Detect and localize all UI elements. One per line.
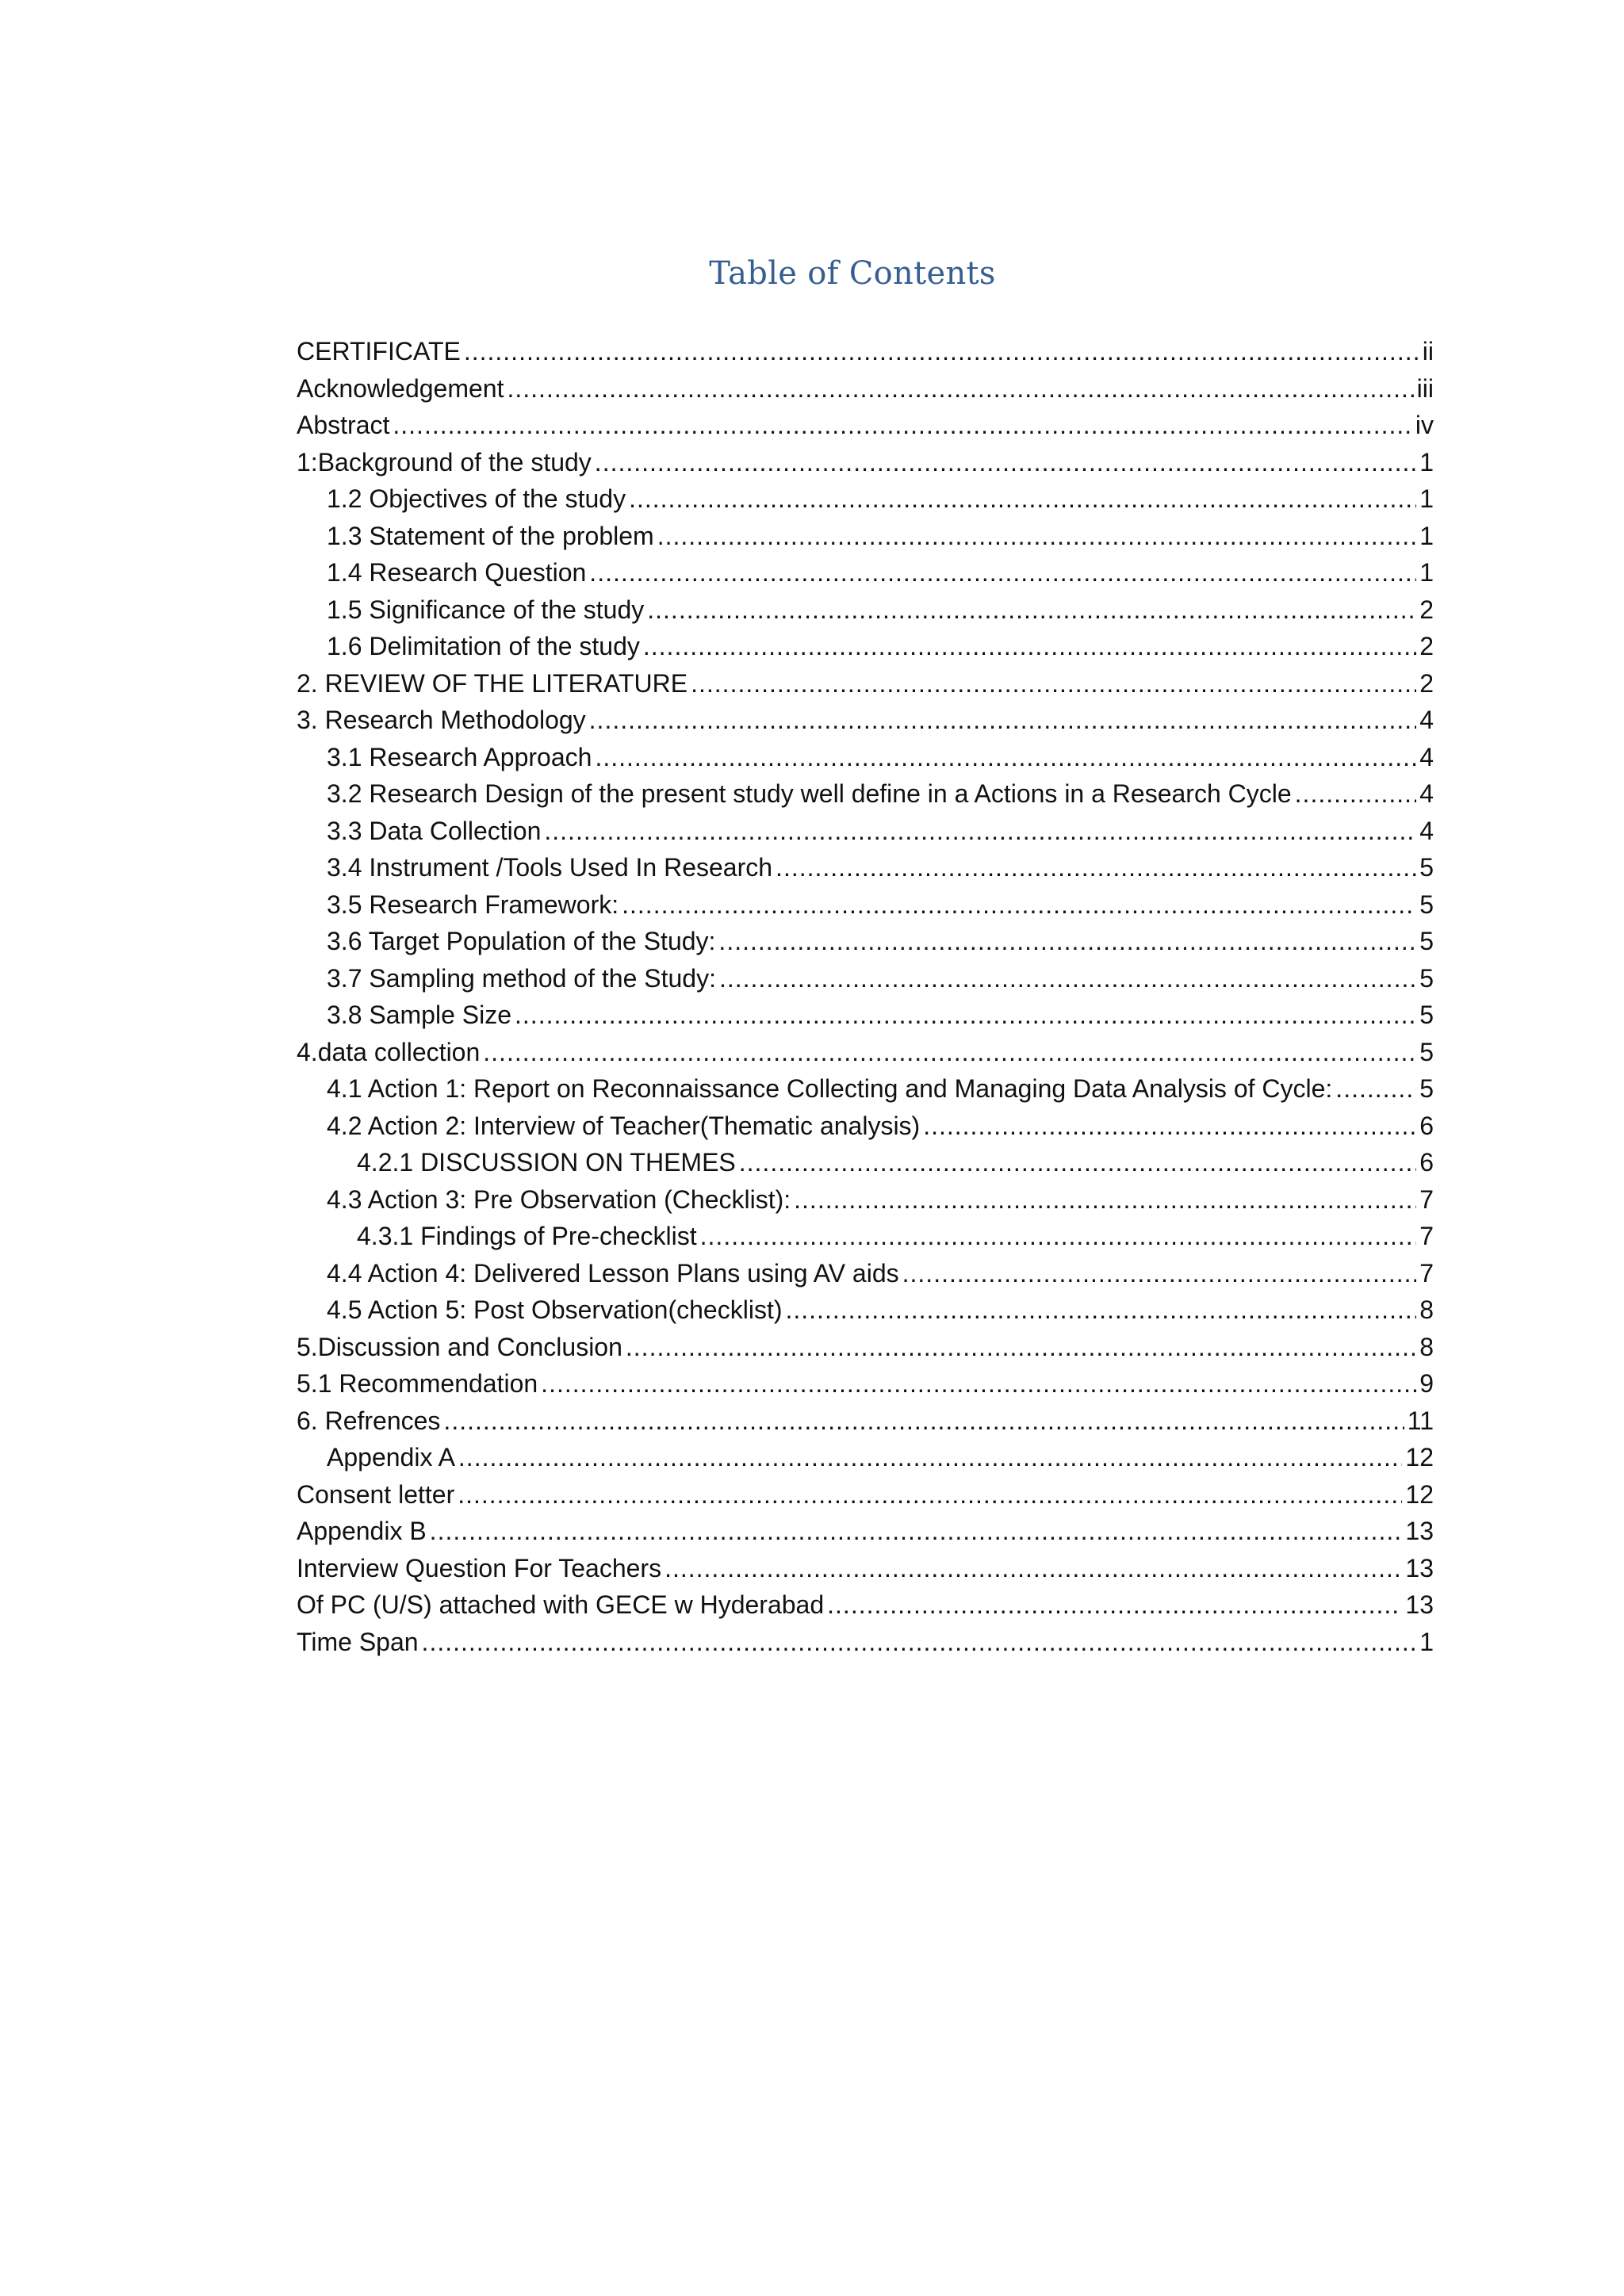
toc-dot-leader [589, 702, 1417, 739]
toc-entry[interactable] [297, 1586, 1434, 1624]
toc-dot-leader [776, 849, 1416, 886]
toc-entry-label: Consent letter [297, 1479, 455, 1509]
toc-dot-leader [902, 1255, 1417, 1292]
toc-entry-label: Abstract [297, 411, 390, 439]
toc-dot-leader [827, 1586, 1402, 1624]
toc-entry-page: 13 [1405, 1517, 1434, 1545]
toc-dot-leader [643, 628, 1416, 665]
toc-dot-leader [739, 1144, 1416, 1181]
toc-entry-label: Appendix A [327, 1443, 455, 1471]
toc-dot-leader [691, 665, 1416, 702]
toc-entry[interactable] [297, 1070, 1434, 1108]
toc-entry-page: 11 [1407, 1406, 1434, 1435]
toc-entry-page: 13 [1405, 1590, 1434, 1619]
toc-entry-page: 8 [1419, 1295, 1434, 1324]
toc-entry-label: 1.6 Delimitation of the study [327, 632, 640, 660]
toc-entry[interactable] [297, 886, 1434, 924]
toc-entry-page: 1 [1419, 447, 1434, 476]
toc-dot-leader [589, 554, 1416, 591]
toc-entry[interactable] [297, 1476, 1434, 1513]
toc-entry-page: 2 [1419, 595, 1434, 624]
toc-dot-leader [515, 997, 1416, 1034]
toc-entry-label: 3.7 Sampling method of the Study: [327, 963, 716, 993]
toc-entry-label: 3. Research Methodology [297, 706, 586, 734]
toc-entry[interactable] [297, 628, 1434, 665]
toc-entry-label: 4.1 Action 1: Report on Reconnaissance Collecting and Managing Data Analysis of Cycle: [327, 1074, 1333, 1103]
toc-entry[interactable] [297, 1034, 1434, 1071]
toc-entry[interactable] [297, 1513, 1434, 1550]
toc-entry-label: 1:Background of the study [297, 447, 592, 476]
toc-entry-label: Acknowledgement [297, 373, 504, 403]
toc-entry-label: 1.5 Significance of the study [327, 595, 645, 624]
toc-entry[interactable] [297, 923, 1434, 960]
toc-dot-leader [647, 591, 1416, 629]
toc-dot-leader [1295, 775, 1417, 813]
toc-entry-label: 1.3 Statement of the problem [327, 521, 654, 550]
toc-entry-page: 8 [1419, 1332, 1434, 1361]
toc-entry-label: 3.6 Target Population of the Study: [327, 927, 716, 955]
toc-entry-page: 5 [1419, 1074, 1434, 1103]
toc-dot-leader [393, 407, 1412, 444]
toc-dot-leader [794, 1181, 1416, 1219]
toc-entry-page: 2 [1419, 668, 1434, 698]
toc-entry-label: Appendix B [297, 1517, 427, 1545]
toc-entry-page: 5 [1419, 1037, 1434, 1066]
toc-dot-leader [785, 1292, 1416, 1329]
toc-entry-page: iv [1415, 411, 1434, 439]
toc-dot-leader [507, 370, 1413, 408]
toc-entry-page: 7 [1419, 1184, 1434, 1214]
toc-entry-label: 1.4 Research Question [327, 558, 587, 587]
toc-entry-page: 7 [1419, 1258, 1434, 1288]
toc-entry-page: 1 [1419, 1627, 1434, 1656]
toc-dot-leader [458, 1439, 1403, 1476]
toc-entry-page: 5 [1419, 1001, 1434, 1029]
toc-entry-label: 5.Discussion and Conclusion [297, 1332, 622, 1361]
toc-entry[interactable] [297, 1108, 1434, 1145]
toc-dot-leader [595, 739, 1416, 776]
toc-entry-page: 2 [1419, 632, 1434, 660]
toc-entry[interactable] [297, 849, 1434, 886]
toc-entry-page: 6 [1419, 1148, 1434, 1177]
toc-dot-leader [657, 518, 1417, 555]
toc-entry-label: 3.2 Research Design of the present study well define in a Actions in a Research Cycle [327, 779, 1292, 808]
toc-entry-page: 12 [1405, 1479, 1434, 1509]
toc-entry-page: 1 [1419, 521, 1434, 550]
toc-entry[interactable] [297, 1181, 1434, 1219]
toc-entry[interactable] [297, 1365, 1434, 1402]
toc-entry[interactable] [297, 333, 1434, 370]
toc-dot-leader [622, 886, 1416, 924]
toc-entry[interactable] [297, 1439, 1434, 1476]
toc-entry[interactable] [297, 554, 1434, 591]
toc-entry[interactable] [297, 1292, 1434, 1329]
toc-dot-leader [1335, 1070, 1416, 1108]
toc-dot-leader [483, 1034, 1416, 1071]
toc-entry-label: 4.2.1 DISCUSSION ON THEMES [357, 1148, 736, 1177]
toc-entry[interactable] [297, 407, 1434, 444]
toc-entry-page: 5 [1419, 963, 1434, 993]
toc-entry-label: 4.3 Action 3: Pre Observation (Checklist): [327, 1184, 791, 1214]
toc-entry[interactable] [297, 775, 1434, 813]
toc-dot-leader [443, 1402, 1404, 1440]
toc-entry-label: 3.5 Research Framework: [327, 890, 619, 919]
toc-entry[interactable] [297, 1402, 1434, 1440]
toc-entry-page: 9 [1419, 1369, 1434, 1398]
toc-dot-leader [595, 444, 1416, 481]
toc-entry[interactable] [297, 813, 1434, 850]
toc-entry-page: 4 [1419, 779, 1434, 808]
toc-entry-page: 7 [1419, 1222, 1434, 1250]
toc-dot-leader [541, 1365, 1416, 1402]
toc-dot-leader [422, 1624, 1417, 1661]
toc-entry[interactable] [297, 480, 1434, 518]
toc-list [297, 333, 1434, 1660]
toc-entry[interactable] [297, 444, 1434, 481]
toc-entry-label: 3.3 Data Collection [327, 816, 542, 845]
toc-entry-page: 4 [1419, 816, 1434, 845]
toc-entry-page: 1 [1419, 484, 1434, 513]
toc-entry-label: 1.2 Objectives of the study [327, 484, 626, 513]
toc-entry-page: 5 [1419, 853, 1434, 882]
toc-dot-leader [629, 480, 1416, 518]
toc-entry-label: 3.4 Instrument /Tools Used In Research [327, 853, 773, 882]
toc-entry-label: CERTIFICATE [297, 337, 461, 365]
toc-dot-leader [923, 1108, 1416, 1145]
toc-dot-leader [665, 1550, 1402, 1587]
toc-entry-page: 5 [1419, 890, 1434, 919]
toc-entry[interactable] [297, 1218, 1434, 1255]
toc-entry[interactable] [297, 1624, 1434, 1661]
toc-entry-label: Of PC (U/S) attached with GECE w Hyderabad [297, 1590, 825, 1619]
toc-dot-leader [464, 333, 1419, 370]
toc-entry[interactable] [297, 739, 1434, 776]
toc-entry-label: Time Span [297, 1627, 419, 1656]
toc-dot-leader [700, 1218, 1417, 1255]
toc-entry-page: iii [1416, 373, 1434, 403]
toc-dot-leader [718, 923, 1416, 960]
toc-entry[interactable] [297, 591, 1434, 629]
toc-entry[interactable] [297, 1144, 1434, 1181]
toc-entry-label: Interview Question For Teachers [297, 1553, 662, 1582]
toc-entry-label: 3.8 Sample Size [327, 1001, 512, 1029]
toc-entry[interactable] [297, 1550, 1434, 1587]
toc-entry[interactable] [297, 702, 1434, 739]
toc-entry-label: 4.data collection [297, 1037, 481, 1066]
toc-entry[interactable] [297, 1255, 1434, 1292]
toc-entry-page: 12 [1405, 1443, 1434, 1471]
toc-entry-page: 4 [1419, 742, 1434, 771]
toc-entry[interactable] [297, 960, 1434, 997]
toc-dot-leader [719, 960, 1416, 997]
toc-entry[interactable] [297, 1329, 1434, 1366]
toc-dot-leader [544, 813, 1416, 850]
toc-entry[interactable] [297, 665, 1434, 702]
toc-entry-label: 6. Refrences [297, 1406, 441, 1435]
toc-dot-leader [626, 1329, 1416, 1366]
toc-entry-label: 4.4 Action 4: Delivered Lesson Plans using AV aids [327, 1258, 899, 1288]
toc-entry[interactable] [297, 370, 1434, 408]
toc-entry-label: 3.1 Research Approach [327, 742, 592, 771]
toc-entry-page: ii [1422, 337, 1434, 365]
toc-entry-label: 4.3.1 Findings of Pre-checklist [357, 1222, 697, 1250]
toc-entry-page: 6 [1419, 1111, 1434, 1140]
toc-entry[interactable] [297, 997, 1434, 1034]
toc-entry-label: 4.5 Action 5: Post Observation(checklist) [327, 1295, 783, 1324]
toc-dot-leader [458, 1476, 1402, 1513]
toc-entry-page: 13 [1405, 1553, 1434, 1582]
toc-dot-leader [430, 1513, 1403, 1550]
toc-entry-label: 5.1 Recommendation [297, 1369, 538, 1398]
toc-entry-page: 1 [1419, 558, 1434, 587]
toc-entry-label: 4.2 Action 2: Interview of Teacher(Thematic analysis) [327, 1111, 921, 1140]
toc-title: Table of Contents [709, 255, 996, 292]
toc-entry-page: 4 [1419, 706, 1434, 734]
toc-entry-label: 2. REVIEW OF THE LITERATURE [297, 668, 688, 698]
toc-entry[interactable] [297, 518, 1434, 555]
toc-entry-page: 5 [1419, 927, 1434, 955]
